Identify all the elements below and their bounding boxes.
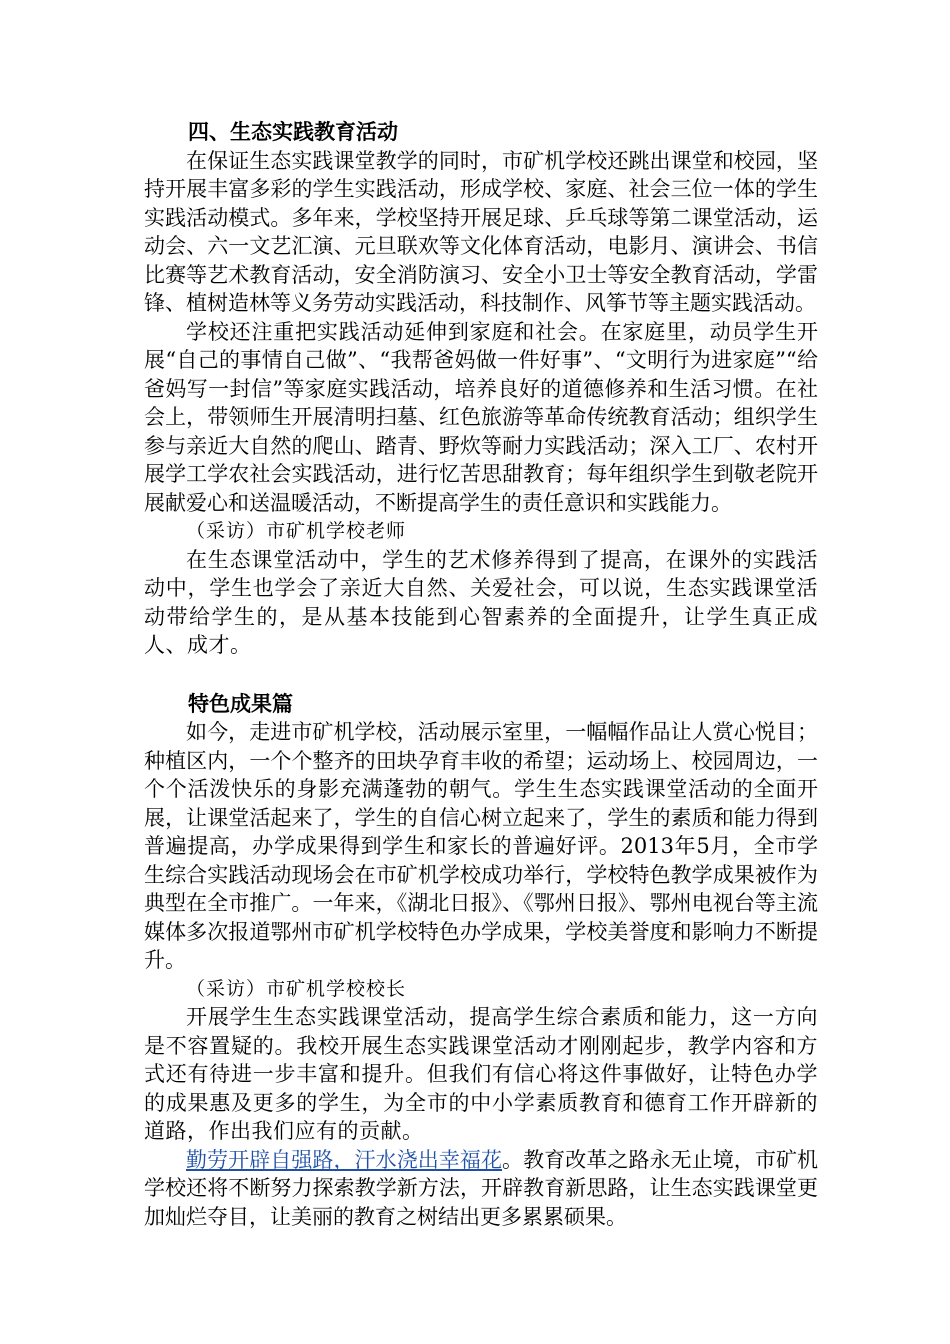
paragraph-results: 如今，走进市矿机学校，活动展示室里，一幅幅作品让人赏心悦目；种植区内，一个个整齐的田块孕育丰收的希望；运动场上、校园周边，一个个活泼快乐的身影充满蓬勃的朝气。学生生态实践课堂活动的全面开展，让课堂活起来了，学生的自信心树立起来了，学生的素质和能力得到普遍提高，办学成果得到学生和家长的普遍好评。2013年5月，全市学生综合实践活动现场会在市矿机学校成功举行，学校特色教学成果被作为典型在全市推广。一年来，《湖北日报》、《鄂州日报》、鄂州电视台等主流媒体多次报道鄂州市矿机学校特色办学成果，学校美誉度和影响力不断提升。 (144, 720, 818, 972)
closing-link[interactable]: 勤劳开辟自强路，汗水浇出幸福花 (186, 1147, 503, 1172)
interview-quote-principal: 开展学生生态实践课堂活动，提高学生综合素质和能力，这一方向是不容置疑的。我校开展生态实践课堂活动才刚刚起步，教学内容和方式还有待进一步丰富和提升。但我们有信心将这件事做好，让特色办学的成果惠及更多的学生，为全市的中小学素质教育和德育工作开辟新的道路，作出我们应有的贡献。 (144, 1005, 818, 1143)
section-spacer (144, 660, 818, 690)
document-page (144, 118, 818, 1231)
section-heading-eco-practice: 四、生态实践教育活动 (188, 120, 398, 144)
interview-quote-teacher: 在生态课堂活动中，学生的艺术修养得到了提高，在课外的实践活动中，学生也学会了亲近大自然、关爱社会，可以说，生态实践课堂活动带给学生的，是从基本技能到心智素养的全面提升，让学生真正成人、成才。 (144, 547, 818, 657)
paragraph-family-society: 学校还注重把实践活动延伸到家庭和社会。在家庭里，动员学生开展“自己的事情自己做”、“我帮爸妈做一件好事”、“文明行为进家庭”“给爸妈写一封信”等家庭实践活动，培养良好的道德修养和生活习惯。在社会上，带领师生开展清明扫墓、红色旅游等革命传统教育活动；组织学生参与亲近大自然的爬山、踏青、野炊等耐力实践活动；深入工厂、农村开展学工学农社会实践活动，进行忆苦思甜教育；每年组织学生到敬老院开展献爱心和送温暖活动，不断提高学生的责任意识和实践能力。 (144, 319, 818, 515)
interview-label-principal: （采访）市矿机学校校长 (186, 977, 407, 1000)
paragraph-practice-activities: 在保证生态实践课堂教学的同时，市矿机学校还跳出课堂和校园，坚持开展丰富多彩的学生实践活动，形成学校、家庭、社会三位一体的学生实践活动模式。多年来，学校坚持开展足球、乒乓球等第二课堂活动，运动会、六一文艺汇演、元旦联欢等文化体育活动，电影月、演讲会、书信比赛等艺术教育活动，安全消防演习、安全小卫士等安全教育活动，学雷锋、植树造林等义务劳动实践活动，科技制作、风筝节等主题实践活动。 (144, 148, 818, 315)
paragraph-closing (144, 1146, 818, 1232)
section-heading-results: 特色成果篇 (188, 691, 293, 716)
closing-text: 。教育改革之路永无止境，市矿机学校还将不断努力探索教学新方法，开辟教育新思路，让生态实践课堂更加灿烂夺目，让美丽的教育之树结出更多累累硕果。 (144, 1147, 819, 1229)
interview-label-teacher: （采访）市矿机学校老师 (186, 520, 407, 542)
